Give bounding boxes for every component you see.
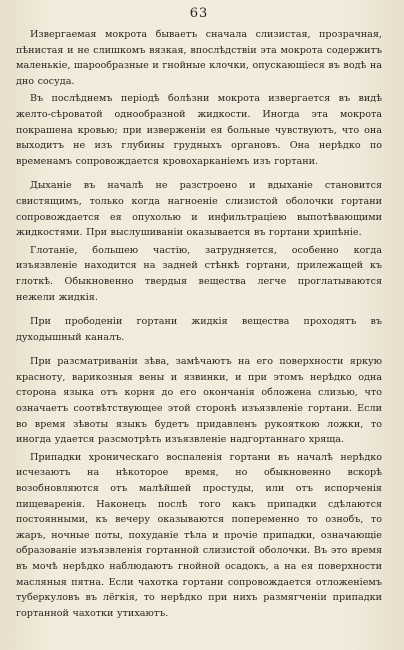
paragraph-perforation: При прободеніи гортани жидкія вещества проходятъ въ духодышный каналъ. [16, 316, 382, 343]
paragraph-chronic-symptoms: Припадки хроническаго воспаленія гортани въ началѣ нерѣдко исчезаютъ на нѣкоторое время, но обыкновенно вскорѣ возобновляются отъ малѣйшей простуды, или отъ испорченія пищеваренія. Наконецъ послѣ того какъ припадки сдѣлаются постоянными, къ вечеру оказываются попеременно то ознобъ, то жаръ, ночные поты, похуданіе тѣла и прочіе припадки, означающіе образованіе изъязвленія гортанной слизистой оболочки. Въ это время въ мочѣ нерѣдко наблюдаютъ гнойной осадокъ, а на ея поверхности масляныя пятна. Если чахотка гортани сопровождается отложеніемъ туберкуловъ въ лёгкія, то нерѣдко при нихъ размягченіи припадки гортанной чахотки утихаютъ. [16, 451, 382, 619]
paragraph-last-period: Въ послѣднемъ періодѣ болѣзни мокрота извергается въ видѣ желто-сѣроватой однообразной жидкости. Иногда эта мокрота покрашена кровью; при изверженіи ея больные чувствуютъ, что она выходитъ не изъ глубины грудныхъ органовъ. Она нерѣдко по временамъ сопровождается кровохарканіемъ изъ гортани. [16, 93, 382, 167]
paragraph-sputum: Извергаемая мокрота бываетъ сначала слизистая, прозрачная, пѣнистая и не слишкомъ вязкая, впослѣдствіи эта мокрота содержитъ маленькіе, шарообразные и гнойные клочки, опускающіеся въ водѣ на дно сосуда. [16, 29, 382, 87]
paragraph-breathing: Дыханіе въ началѣ не разстроено и вдыханіе становится свистящимъ, только когда нагноеніе слизистой оболочки гортани сопровождается ея опухолью и инфильтраціею выпотѣвающими жидкостями. При выслушиваніи оказывается въ гортани хрипѣніе. [16, 180, 382, 239]
page-number: 63 [189, 6, 209, 21]
paragraph-swallowing: Глотаніе, большею частію, затрудняется, особенно когда изъязвленіе находится на задней стѣнкѣ гортани, прилежащей къ глоткѣ. Обыкновенно твердыя вещества легче проглатываются нежели жидкія. [16, 244, 382, 303]
paragraph-throat-exam: При разсматриваніи зѣва, замѣчаютъ на его поверхности яркую красноту, варикозныя вены и язвинки, и при этомъ нерѣдко одна сторона языка отъ корня до его окончанія обложена слизью, что означаетъ соотвѣтствующее этой сторонѣ изъязвленіе гортани. Если во время зѣвоты языкъ будетъ придавленъ рукояткою ложки, то иногда удается разсмотрѣть изъязвленіе надгортаннаго хряща. [16, 356, 382, 446]
